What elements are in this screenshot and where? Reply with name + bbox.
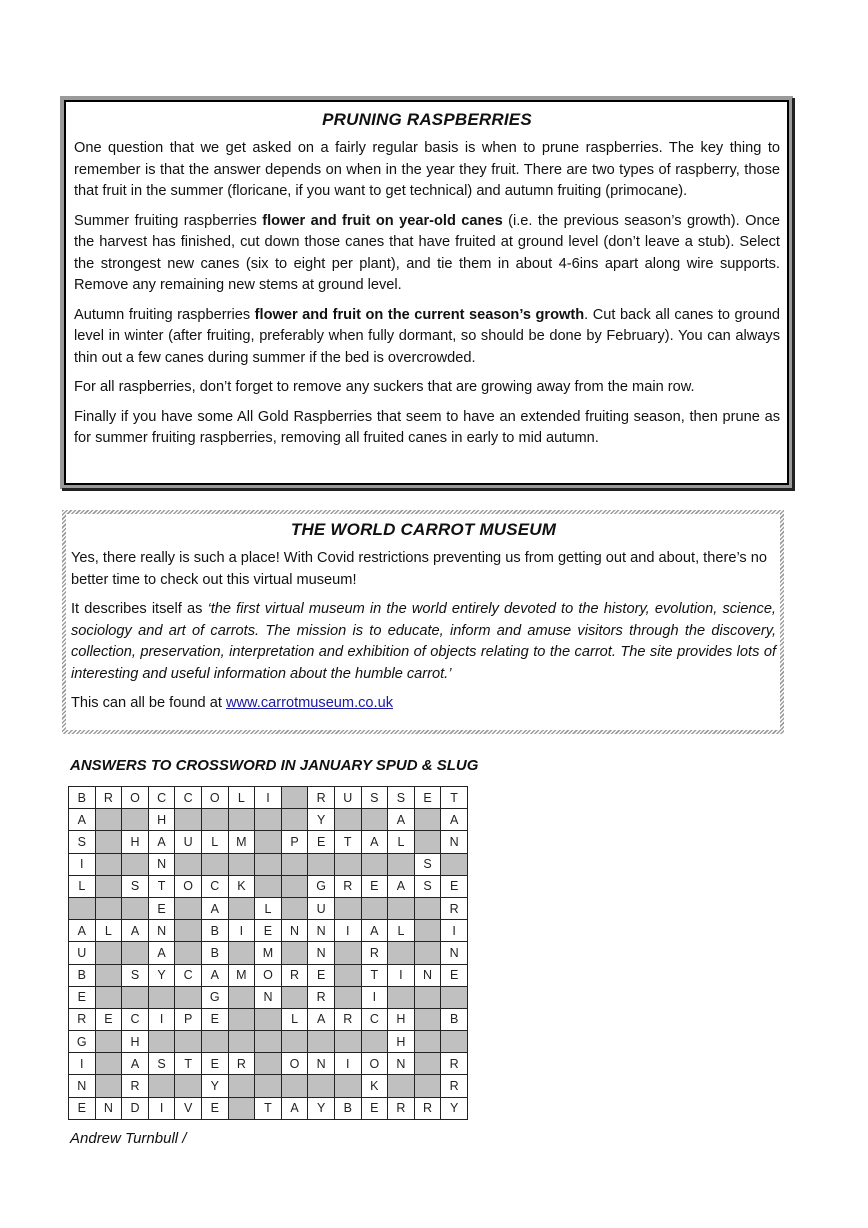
crossword-block-cell bbox=[148, 986, 175, 1008]
crossword-block-cell bbox=[95, 1075, 122, 1097]
crossword-block-cell bbox=[228, 986, 255, 1008]
crossword-row bbox=[69, 897, 468, 919]
crossword-letter-cell: A bbox=[361, 831, 388, 853]
raspberries-paragraph-1: One question that we get asked on a fairly regular basis is when to prune raspberries. The key thing to remember is that the answer depends on when in the year they fruit. There are two types of raspberry, those that fruit in the summer (floricane, if you want to get technical) and autumn fruiting (primocane). bbox=[74, 140, 780, 199]
crossword-block-cell bbox=[441, 986, 468, 1008]
crossword-block-cell bbox=[228, 853, 255, 875]
crossword-letter-cell: R bbox=[441, 1075, 468, 1097]
crossword-letter-cell: S bbox=[388, 787, 415, 809]
crossword-block-cell bbox=[122, 942, 149, 964]
crossword-block-cell bbox=[334, 853, 361, 875]
pruning-raspberries-title: PRUNING RASPBERRIES bbox=[322, 110, 532, 129]
crossword-letter-cell: P bbox=[281, 831, 308, 853]
crossword-block-cell bbox=[95, 897, 122, 919]
crossword-letter-cell: U bbox=[334, 787, 361, 809]
crossword-block-cell bbox=[228, 1008, 255, 1030]
crossword-block-cell bbox=[122, 809, 149, 831]
crossword-letter-cell: A bbox=[441, 809, 468, 831]
crossword-block-cell bbox=[255, 853, 282, 875]
crossword-letter-cell: R bbox=[361, 942, 388, 964]
crossword-block-cell bbox=[255, 1053, 282, 1075]
crossword-block-cell bbox=[388, 986, 415, 1008]
crossword-block-cell bbox=[201, 1031, 228, 1053]
crossword-block-cell bbox=[361, 853, 388, 875]
crossword-letter-cell: T bbox=[255, 1097, 282, 1119]
crossword-letter-cell: B bbox=[201, 942, 228, 964]
crossword-letter-cell: A bbox=[281, 1097, 308, 1119]
crossword-letter-cell: M bbox=[228, 831, 255, 853]
crossword-block-cell bbox=[122, 986, 149, 1008]
crossword-letter-cell: T bbox=[334, 831, 361, 853]
crossword-letter-cell: L bbox=[95, 920, 122, 942]
crossword-letter-cell: R bbox=[308, 787, 335, 809]
crossword-letter-cell: E bbox=[441, 875, 468, 897]
crossword-letter-cell: D bbox=[122, 1097, 149, 1119]
crossword-block-cell bbox=[255, 831, 282, 853]
crossword-letter-cell: I bbox=[334, 920, 361, 942]
crossword-block-cell bbox=[95, 1031, 122, 1053]
crossword-letter-cell: C bbox=[361, 1008, 388, 1030]
crossword-letter-cell: A bbox=[122, 1053, 149, 1075]
crossword-letter-cell: A bbox=[201, 897, 228, 919]
crossword-letter-cell: C bbox=[175, 964, 202, 986]
crossword-block-cell bbox=[95, 853, 122, 875]
crossword-block-cell bbox=[308, 1075, 335, 1097]
crossword-block-cell bbox=[175, 986, 202, 1008]
crossword-letter-cell: C bbox=[122, 1008, 149, 1030]
crossword-row bbox=[69, 920, 468, 942]
crossword-letter-cell: E bbox=[308, 964, 335, 986]
crossword-block-cell bbox=[175, 942, 202, 964]
carrot-museum-link[interactable]: www.carrotmuseum.co.uk bbox=[225, 695, 394, 711]
crossword-letter-cell: H bbox=[122, 1031, 149, 1053]
crossword-letter-cell: P bbox=[175, 1008, 202, 1030]
pruning-raspberries-box bbox=[60, 96, 793, 489]
crossword-letter-cell: H bbox=[388, 1008, 415, 1030]
crossword-row bbox=[69, 787, 468, 809]
crossword-block-cell bbox=[95, 964, 122, 986]
carrot-paragraph-2 bbox=[71, 599, 776, 685]
crossword-letter-cell: N bbox=[69, 1075, 96, 1097]
crossword-letter-cell: R bbox=[388, 1097, 415, 1119]
crossword-letter-cell: B bbox=[334, 1097, 361, 1119]
crossword-letter-cell: S bbox=[414, 853, 441, 875]
raspberries-paragraph-4: For all raspberries, don’t forget to remove any suckers that are growing away from the main row. bbox=[74, 379, 695, 395]
crossword-letter-cell: O bbox=[281, 1053, 308, 1075]
crossword-letter-cell: R bbox=[228, 1053, 255, 1075]
crossword-block-cell bbox=[255, 809, 282, 831]
crossword-block-cell bbox=[95, 986, 122, 1008]
crossword-block-cell bbox=[334, 1031, 361, 1053]
crossword-letter-cell: N bbox=[281, 920, 308, 942]
crossword-block-cell bbox=[334, 897, 361, 919]
crossword-block-cell bbox=[281, 875, 308, 897]
crossword-letter-cell: S bbox=[122, 964, 149, 986]
author-signature: Andrew Turnbull / bbox=[70, 1130, 187, 1147]
crossword-block-cell bbox=[281, 787, 308, 809]
crossword-letter-cell: A bbox=[388, 875, 415, 897]
crossword-letter-cell: Y bbox=[308, 809, 335, 831]
crossword-letter-cell: I bbox=[148, 1097, 175, 1119]
crossword-letter-cell: I bbox=[69, 853, 96, 875]
crossword-letter-cell: A bbox=[69, 920, 96, 942]
carrot-museum-title: THE WORLD CARROT MUSEUM bbox=[290, 520, 557, 539]
crossword-block-cell bbox=[414, 1031, 441, 1053]
crossword-row bbox=[69, 1008, 468, 1030]
raspberries-p2-bold: flower and fruit on year-old canes bbox=[262, 212, 503, 229]
crossword-letter-cell: H bbox=[388, 1031, 415, 1053]
crossword-block-cell bbox=[334, 809, 361, 831]
crossword-letter-cell: I bbox=[334, 1053, 361, 1075]
raspberries-paragraph-2 bbox=[74, 211, 780, 297]
pruning-raspberries-content bbox=[64, 100, 789, 485]
crossword-block-cell bbox=[281, 1031, 308, 1053]
crossword-letter-cell: A bbox=[308, 1008, 335, 1030]
crossword-letter-cell: Y bbox=[148, 964, 175, 986]
crossword-letter-cell: I bbox=[361, 986, 388, 1008]
crossword-letter-cell: Y bbox=[308, 1097, 335, 1119]
crossword-letter-cell: S bbox=[361, 787, 388, 809]
carrot-p3-text: This can all be found at bbox=[71, 695, 226, 711]
crossword-block-cell bbox=[281, 897, 308, 919]
crossword-letter-cell: B bbox=[441, 1008, 468, 1030]
crossword-letter-cell: E bbox=[361, 875, 388, 897]
crossword-block-cell bbox=[308, 1031, 335, 1053]
crossword-letter-cell: N bbox=[308, 1053, 335, 1075]
crossword-letter-cell: L bbox=[201, 831, 228, 853]
crossword-letter-cell: L bbox=[281, 1008, 308, 1030]
crossword-letter-cell: N bbox=[441, 942, 468, 964]
crossword-letter-cell: S bbox=[414, 875, 441, 897]
crossword-letter-cell: L bbox=[69, 875, 96, 897]
crossword-block-cell bbox=[122, 897, 149, 919]
crossword-row bbox=[69, 964, 468, 986]
crossword-block-cell bbox=[122, 853, 149, 875]
crossword-row bbox=[69, 1097, 468, 1119]
crossword-letter-cell: S bbox=[148, 1053, 175, 1075]
crossword-block-cell bbox=[95, 1053, 122, 1075]
carrot-museum-content bbox=[66, 514, 780, 730]
crossword-block-cell bbox=[175, 1031, 202, 1053]
crossword-letter-cell: I bbox=[148, 1008, 175, 1030]
crossword-letter-cell: N bbox=[148, 853, 175, 875]
crossword-letter-cell: C bbox=[201, 875, 228, 897]
crossword-letter-cell: C bbox=[148, 787, 175, 809]
crossword-grid bbox=[68, 786, 468, 1120]
crossword-letter-cell: L bbox=[388, 831, 415, 853]
crossword-letter-cell: A bbox=[148, 831, 175, 853]
crossword-letter-cell: U bbox=[69, 942, 96, 964]
crossword-block-cell bbox=[388, 897, 415, 919]
crossword-letter-cell: O bbox=[361, 1053, 388, 1075]
crossword-block-cell bbox=[334, 942, 361, 964]
crossword-block-cell bbox=[414, 920, 441, 942]
crossword-letter-cell: G bbox=[69, 1031, 96, 1053]
crossword-block-cell bbox=[175, 809, 202, 831]
crossword-block-cell bbox=[414, 1008, 441, 1030]
crossword-letter-cell: S bbox=[69, 831, 96, 853]
crossword-block-cell bbox=[334, 1075, 361, 1097]
crossword-letter-cell: B bbox=[201, 920, 228, 942]
crossword-letter-cell: R bbox=[414, 1097, 441, 1119]
crossword-letter-cell: A bbox=[201, 964, 228, 986]
crossword-letter-cell: E bbox=[148, 897, 175, 919]
crossword-block-cell bbox=[255, 875, 282, 897]
crossword-block-cell bbox=[361, 809, 388, 831]
crossword-letter-cell: G bbox=[308, 875, 335, 897]
crossword-letter-cell: R bbox=[95, 787, 122, 809]
crossword-letter-cell: T bbox=[148, 875, 175, 897]
crossword-letter-cell: N bbox=[148, 920, 175, 942]
crossword-letter-cell: N bbox=[414, 964, 441, 986]
crossword-block-cell bbox=[95, 875, 122, 897]
crossword-block-cell bbox=[334, 986, 361, 1008]
crossword-letter-cell: C bbox=[175, 787, 202, 809]
crossword-block-cell bbox=[281, 1075, 308, 1097]
crossword-letter-cell: Y bbox=[201, 1075, 228, 1097]
crossword-letter-cell: T bbox=[175, 1053, 202, 1075]
crossword-letter-cell: U bbox=[308, 897, 335, 919]
crossword-letter-cell: I bbox=[255, 787, 282, 809]
crossword-letter-cell: E bbox=[414, 787, 441, 809]
carrot-museum-box bbox=[62, 510, 784, 734]
crossword-letter-cell: N bbox=[308, 942, 335, 964]
crossword-block-cell bbox=[281, 942, 308, 964]
crossword-block-cell bbox=[228, 897, 255, 919]
crossword-letter-cell: R bbox=[69, 1008, 96, 1030]
crossword-letter-cell: H bbox=[122, 831, 149, 853]
crossword-letter-cell: O bbox=[255, 964, 282, 986]
crossword-letter-cell: E bbox=[361, 1097, 388, 1119]
crossword-block-cell bbox=[255, 1031, 282, 1053]
raspberries-p2-text: Summer fruiting raspberries bbox=[74, 212, 263, 229]
crossword-block-cell bbox=[95, 831, 122, 853]
crossword-block-cell bbox=[148, 1031, 175, 1053]
crossword-letter-cell: A bbox=[361, 920, 388, 942]
crossword-letter-cell: K bbox=[228, 875, 255, 897]
carrot-paragraph-3 bbox=[71, 693, 776, 715]
raspberries-p3-text-end: . Cut back all canes to ground level in winter (after fruiting, preferably when fully dormant, so should be done by February). You can always thin out a few canes during summer if the bed is overcrowded. bbox=[74, 306, 780, 366]
crossword-letter-cell: I bbox=[388, 964, 415, 986]
crossword-letter-cell: T bbox=[441, 787, 468, 809]
crossword-block-cell bbox=[361, 1031, 388, 1053]
crossword-letter-cell: I bbox=[69, 1053, 96, 1075]
crossword-letter-cell: E bbox=[255, 920, 282, 942]
crossword-letter-cell: E bbox=[95, 1008, 122, 1030]
crossword-block-cell bbox=[175, 920, 202, 942]
crossword-letter-cell: N bbox=[255, 986, 282, 1008]
crossword-letter-cell: N bbox=[441, 831, 468, 853]
crossword-letter-cell: L bbox=[228, 787, 255, 809]
crossword-letter-cell: N bbox=[388, 1053, 415, 1075]
crossword-letter-cell: H bbox=[148, 809, 175, 831]
crossword-letter-cell: R bbox=[122, 1075, 149, 1097]
crossword-block-cell bbox=[414, 1053, 441, 1075]
crossword-block-cell bbox=[388, 942, 415, 964]
crossword-letter-cell: L bbox=[388, 920, 415, 942]
crossword-letter-cell: M bbox=[228, 964, 255, 986]
carrot-museum-quote: ‘the first virtual museum in the world entirely devoted to the history, evolution, science, sociology and art of carrots. The mission is to educate, inform and amuse visitors through the discovery, collection, preservation, interpretation and exhibition of objects relating to the carrot. The site provides lots of interesting and useful information about the humble carrot.’ bbox=[71, 601, 776, 682]
crossword-letter-cell: E bbox=[201, 1053, 228, 1075]
raspberries-p2-text-end: (i.e. the previous season’s growth). Once the harvest has finished, cut down those canes that have fruited at ground level (don’t leave a stub). Select the strongest new canes (six to eight per plant), and tie them in about 4-6ins apart along wire supports. Remove any remaining new stems at ground level. bbox=[74, 212, 780, 293]
crossword-letter-cell: G bbox=[201, 986, 228, 1008]
crossword-row bbox=[69, 986, 468, 1008]
crossword-block-cell bbox=[95, 809, 122, 831]
crossword-block-cell bbox=[388, 1075, 415, 1097]
crossword-block-cell bbox=[414, 809, 441, 831]
crossword-letter-cell: K bbox=[361, 1075, 388, 1097]
crossword-letter-cell: V bbox=[175, 1097, 202, 1119]
crossword-letter-cell: U bbox=[175, 831, 202, 853]
crossword-letter-cell: R bbox=[441, 1053, 468, 1075]
crossword-letter-cell: O bbox=[175, 875, 202, 897]
crossword-block-cell bbox=[361, 897, 388, 919]
crossword-letter-cell: E bbox=[69, 986, 96, 1008]
crossword-letter-cell: L bbox=[255, 897, 282, 919]
crossword-block-cell bbox=[148, 1075, 175, 1097]
crossword-block-cell bbox=[414, 897, 441, 919]
crossword-row bbox=[69, 1075, 468, 1097]
crossword-letter-cell: E bbox=[308, 831, 335, 853]
crossword-letter-cell: N bbox=[308, 920, 335, 942]
crossword-letter-cell: I bbox=[441, 920, 468, 942]
crossword-row bbox=[69, 1053, 468, 1075]
carrot-p2-text: It describes itself as bbox=[71, 601, 208, 617]
crossword-letter-cell: T bbox=[361, 964, 388, 986]
crossword-block-cell bbox=[228, 809, 255, 831]
raspberries-p3-text: Autumn fruiting raspberries bbox=[74, 306, 255, 323]
crossword-block-cell bbox=[175, 897, 202, 919]
crossword-row bbox=[69, 831, 468, 853]
crossword-letter-cell: E bbox=[201, 1097, 228, 1119]
crossword-letter-cell: N bbox=[95, 1097, 122, 1119]
crossword-letter-cell: R bbox=[334, 875, 361, 897]
crossword-row bbox=[69, 875, 468, 897]
crossword-letter-cell: R bbox=[334, 1008, 361, 1030]
crossword-letter-cell: Y bbox=[441, 1097, 468, 1119]
raspberries-paragraph-5: Finally if you have some All Gold Raspberries that seem to have an extended fruiting season, then prune as for summer fruiting raspberries, removing all fruited canes in early to mid autumn. bbox=[74, 408, 780, 446]
crossword-letter-cell: M bbox=[255, 942, 282, 964]
crossword-block-cell bbox=[414, 942, 441, 964]
raspberries-paragraph-3 bbox=[74, 305, 780, 370]
crossword-block-cell bbox=[95, 942, 122, 964]
crossword-block-cell bbox=[228, 942, 255, 964]
crossword-letter-cell: E bbox=[69, 1097, 96, 1119]
crossword-block-cell bbox=[69, 897, 96, 919]
crossword-block-cell bbox=[175, 1075, 202, 1097]
crossword-block-cell bbox=[441, 1031, 468, 1053]
crossword-letter-cell: I bbox=[228, 920, 255, 942]
crossword-block-cell bbox=[281, 986, 308, 1008]
crossword-row bbox=[69, 942, 468, 964]
crossword-block-cell bbox=[281, 853, 308, 875]
crossword-block-cell bbox=[414, 986, 441, 1008]
crossword-row bbox=[69, 809, 468, 831]
crossword-letter-cell: E bbox=[201, 1008, 228, 1030]
crossword-letter-cell: E bbox=[441, 964, 468, 986]
crossword-letter-cell: B bbox=[69, 964, 96, 986]
crossword-block-cell bbox=[201, 853, 228, 875]
crossword-block-cell bbox=[228, 1075, 255, 1097]
crossword-block-cell bbox=[228, 1031, 255, 1053]
crossword-block-cell bbox=[201, 809, 228, 831]
crossword-letter-cell: A bbox=[148, 942, 175, 964]
crossword-letter-cell: A bbox=[388, 809, 415, 831]
crossword-block-cell bbox=[281, 809, 308, 831]
crossword-letter-cell: R bbox=[308, 986, 335, 1008]
crossword-block-cell bbox=[308, 853, 335, 875]
crossword-block-cell bbox=[414, 831, 441, 853]
crossword-letter-cell: R bbox=[281, 964, 308, 986]
crossword-letter-cell: A bbox=[69, 809, 96, 831]
crossword-block-cell bbox=[228, 1097, 255, 1119]
crossword-block-cell bbox=[414, 1075, 441, 1097]
crossword-letter-cell: R bbox=[441, 897, 468, 919]
crossword-letter-cell: O bbox=[201, 787, 228, 809]
crossword-block-cell bbox=[255, 1075, 282, 1097]
crossword-block-cell bbox=[255, 1008, 282, 1030]
crossword-block-cell bbox=[441, 853, 468, 875]
crossword-letter-cell: A bbox=[122, 920, 149, 942]
carrot-paragraph-1: Yes, there really is such a place! With Covid restrictions preventing us from getting out and about, there’s no better time to check out this virtual museum! bbox=[71, 550, 768, 588]
crossword-block-cell bbox=[175, 853, 202, 875]
crossword-row bbox=[69, 1031, 468, 1053]
crossword-row bbox=[69, 853, 468, 875]
crossword-block-cell bbox=[334, 964, 361, 986]
crossword-block-cell bbox=[388, 853, 415, 875]
raspberries-p3-bold: flower and fruit on the current season’s growth bbox=[254, 306, 585, 323]
crossword-letter-cell: S bbox=[122, 875, 149, 897]
crossword-letter-cell: O bbox=[122, 787, 149, 809]
crossword-letter-cell: B bbox=[69, 787, 96, 809]
crossword-answers-title: ANSWERS TO CROSSWORD IN JANUARY SPUD & SLUG bbox=[70, 757, 479, 774]
